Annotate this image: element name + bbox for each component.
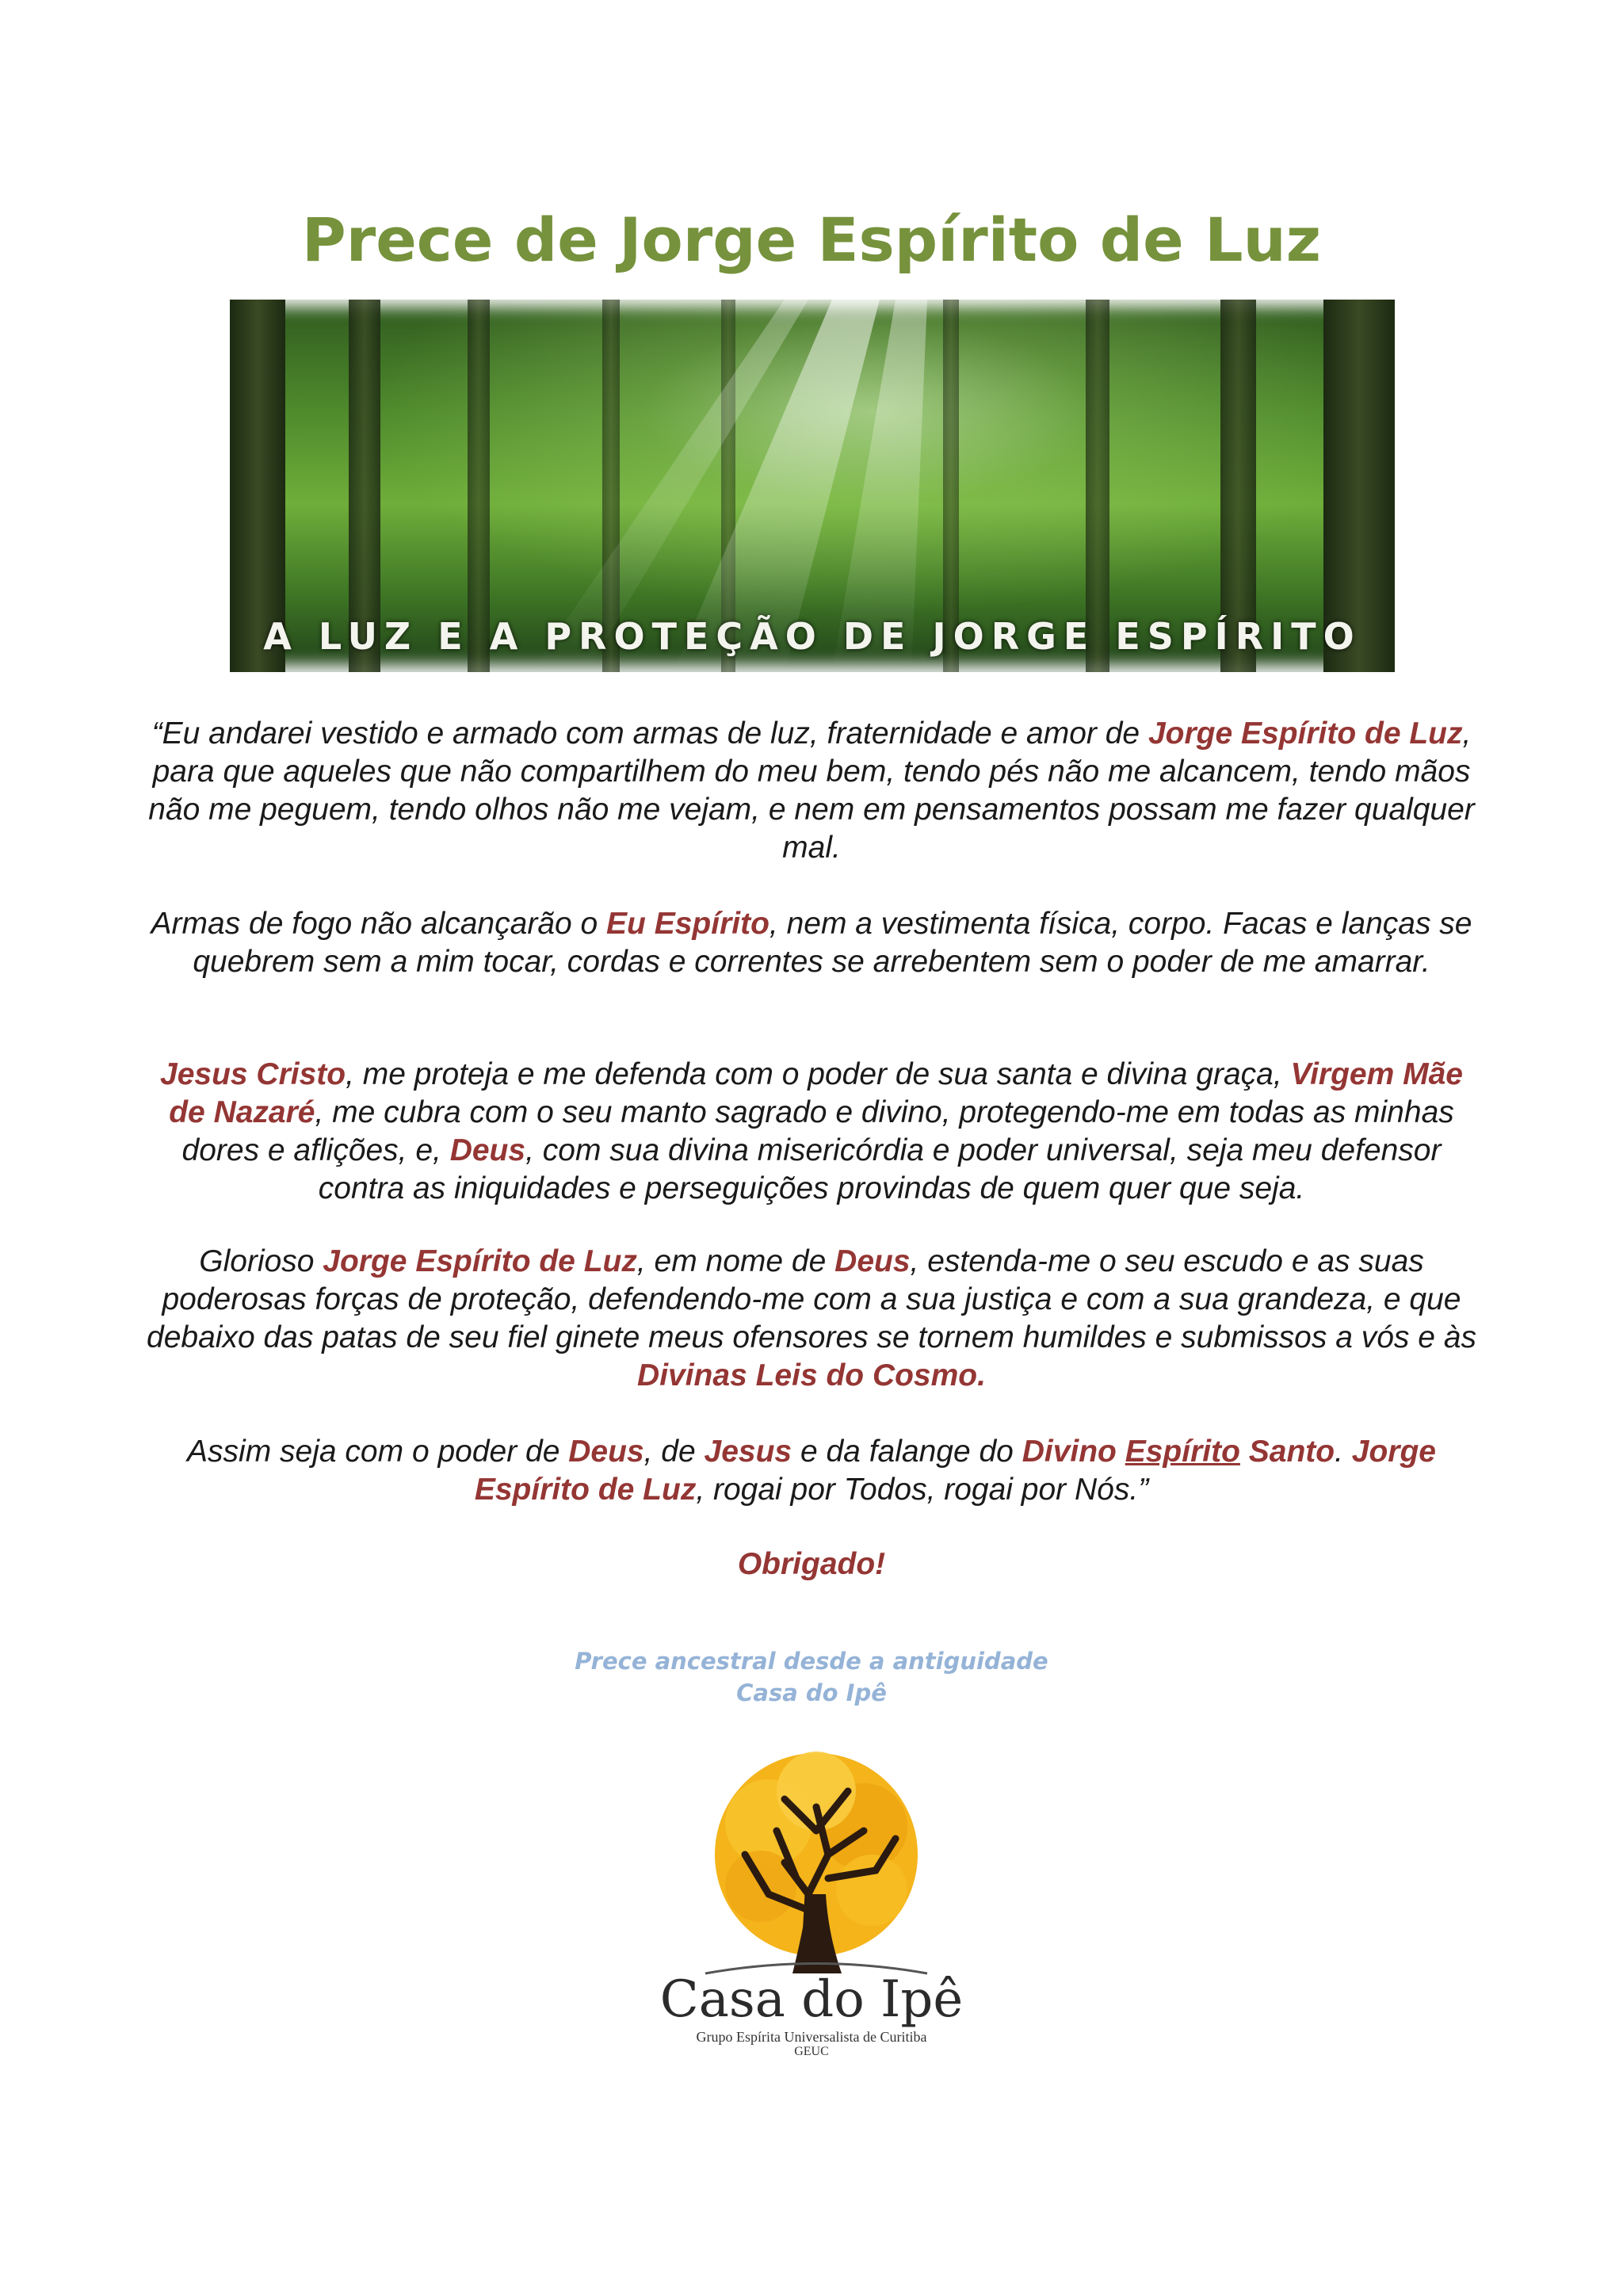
prayer-paragraph-3 — [143, 1056, 1480, 1208]
highlight-span: Deus — [834, 1244, 911, 1278]
footer-line-2: Casa do Ipê — [736, 1679, 887, 1706]
highlight-span: Virgem Mãe de Nazaré — [169, 1057, 1463, 1129]
prayer-paragraph-4 — [143, 1243, 1480, 1395]
text-span: e da falange do — [792, 1435, 1022, 1469]
text-span: , com sua divina misericórdia e poder universal, seja meu defensor contra as iniquidades e perseguições provindas de quem quer que seja. — [318, 1133, 1442, 1205]
page-title: Prece de Jorge Espírito de Luz — [302, 204, 1321, 275]
logo-acronym: GEUC — [794, 2045, 829, 2058]
text-span: Armas de fogo não alcançarão o — [151, 907, 607, 941]
highlight-span: Jorge Espírito de Luz — [323, 1244, 637, 1278]
text-span: , em nome de — [636, 1244, 835, 1278]
text-span: , estenda-me o seu escudo e as suas poderosas forças de proteção, defendendo-me com a sua justiça e com a sua grandeza, e que debaixo das patas de seu fiel ginete meus ofensores se tornem humildes e submissos a vós e às — [147, 1244, 1476, 1354]
highlight-span: Divinas Leis do Cosmo. — [637, 1358, 986, 1392]
highlight-span: Eu Espírito — [606, 907, 769, 941]
highlight-span: Jorge Espírito de Luz — [474, 1435, 1436, 1507]
text-span: “Eu andarei vestido e armado com armas de luz, fraternidade e amor de — [151, 716, 1148, 751]
text-span: , me proteja e me defenda com o poder de sua santa e divina graça, — [346, 1057, 1291, 1091]
text-span: Glorioso — [199, 1244, 323, 1278]
highlight-span: Jorge Espírito de Luz — [1148, 716, 1463, 751]
highlight-span: Divino — [1022, 1435, 1125, 1469]
prayer-paragraph-1 — [143, 715, 1480, 867]
logo-subtitle: Grupo Espírita Universalista de Curitiba — [696, 2029, 927, 2045]
highlight-underlined-span: Espírito — [1125, 1435, 1240, 1469]
highlight-span: Jesus Cristo — [160, 1057, 346, 1091]
text-span: , rogai por Todos, rogai por Nós.” — [696, 1473, 1149, 1507]
text-span: . — [1335, 1435, 1352, 1469]
prayer-paragraph-5 — [143, 1433, 1480, 1509]
text-span: Assim seja com o poder de — [187, 1435, 569, 1469]
prayer-paragraph-2 — [143, 905, 1480, 981]
text-span: , me cubra com o seu manto sagrado e divino, protegendo-me em todas as minhas dores e aflições, e, — [181, 1095, 1454, 1167]
banner-caption: A LUZ E A PROTEÇÃO DE JORGE ESPÍRITO — [263, 615, 1361, 658]
text-span: , de — [643, 1435, 705, 1469]
thanks-text: Obrigado! — [737, 1547, 886, 1581]
footer-line-1: Prece ancestral desde a antiguidade — [575, 1648, 1048, 1675]
highlight-span: Santo — [1239, 1435, 1335, 1469]
highlight-span: Deus — [449, 1133, 526, 1167]
forest-banner-image — [230, 300, 1395, 672]
text-span: , nem a vestimenta física, corpo. Facas e lanças se quebrem sem a mim tocar, cordas e correntes se arrebentem sem o poder de me amarrar. — [193, 907, 1472, 979]
logo-name: Casa do Ipê — [659, 1970, 964, 2029]
highlight-span: Jesus — [704, 1435, 792, 1469]
text-span: , para que aqueles que não compartilhem do meu bem, tendo pés não me alcancem, tendo mãos não me peguem, tendo olhos não me vejam, e nem em pensamentos possam me fazer qualquer mal. — [148, 716, 1475, 865]
highlight-span: Deus — [568, 1435, 644, 1469]
